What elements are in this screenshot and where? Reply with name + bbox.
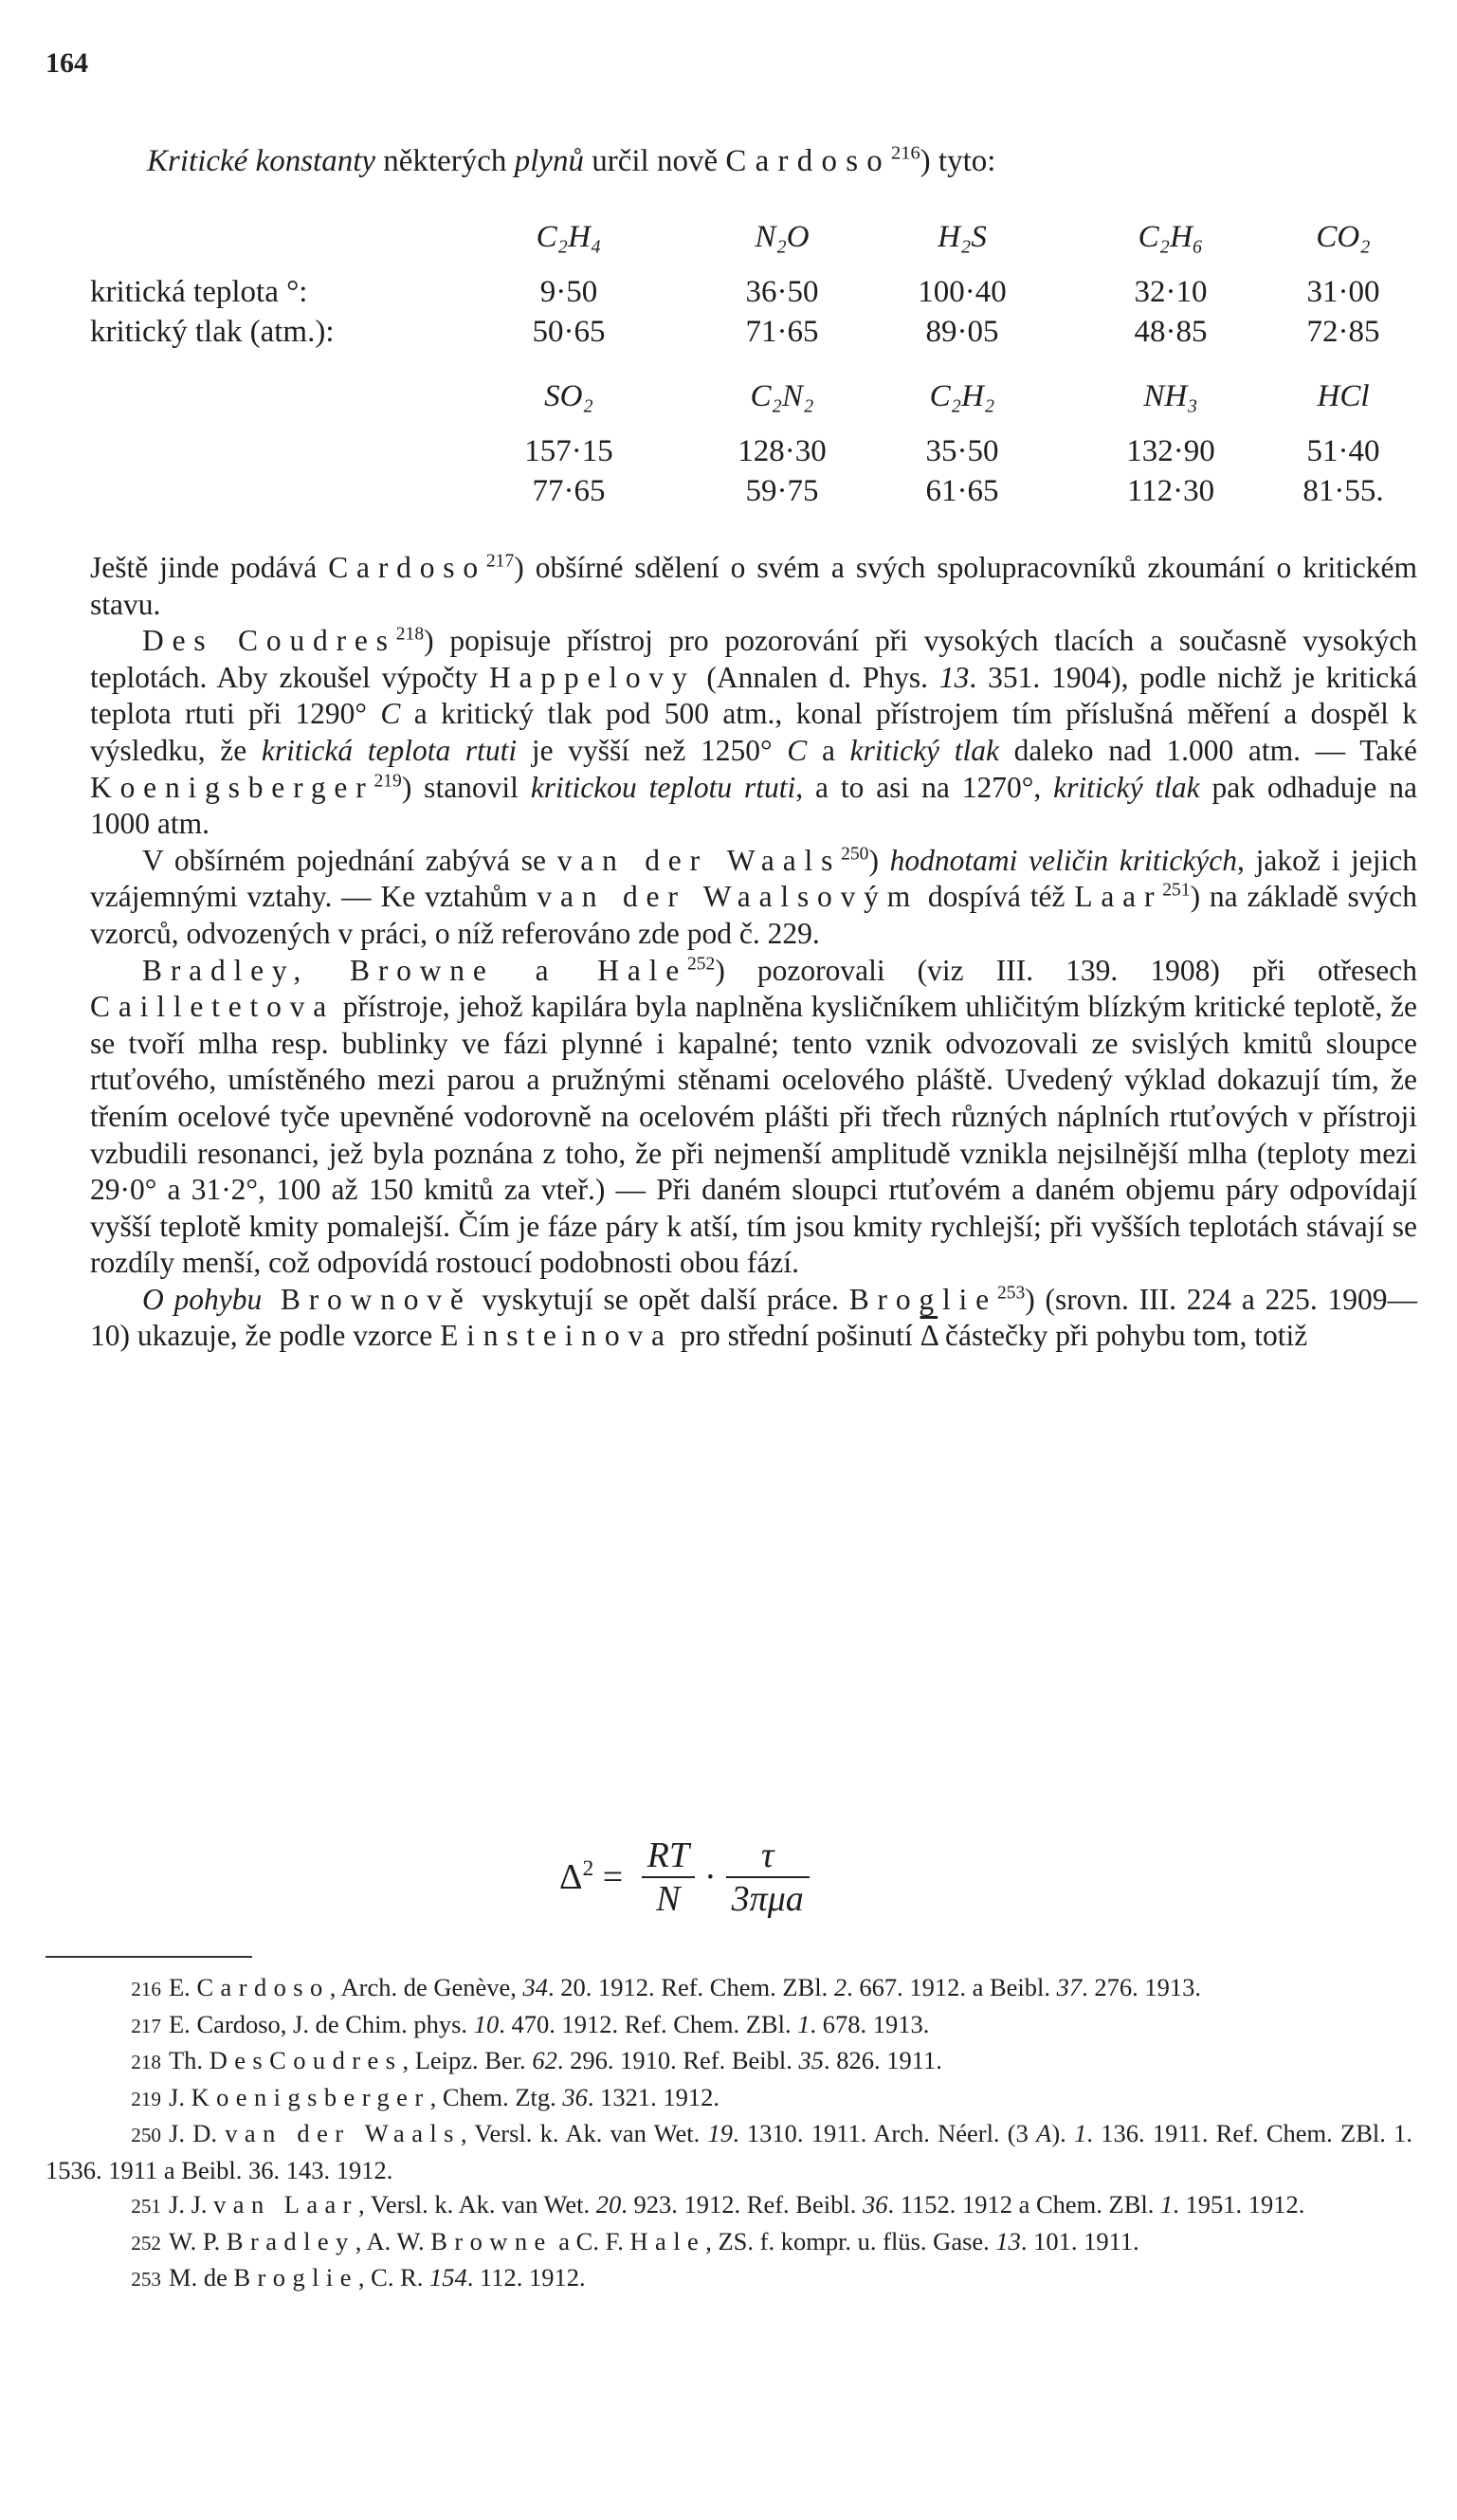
text-span: , Arch. de Genève, [329, 1973, 523, 2001]
author-name: Bradley [226, 2226, 355, 2255]
text-span: a C. F. [552, 2226, 630, 2255]
emphasis: kritická teplota rtuti [261, 733, 518, 767]
intro-italic-1: Kritické konstanty [147, 144, 376, 178]
author-name: Cardoso [196, 2009, 281, 2038]
text-span: . 351. 1904), podle nichž je kritická teplota rtuti při 1290° [90, 660, 1417, 731]
footnote-ref: 218 [395, 624, 425, 645]
author-name: Cardoso [196, 1973, 330, 2001]
denominator: N [656, 1879, 681, 1919]
author-name: DesCoudres [209, 2046, 403, 2074]
volume-number: 20 [595, 2190, 622, 2219]
volume-number: 1 [1074, 2119, 1087, 2147]
row-label-pressure: kritický tlak (atm.): [90, 315, 335, 349]
equation-dot: · [704, 1857, 717, 1897]
text-span: . 276. 1913. [1082, 1973, 1202, 2001]
text-span: . 101. 1911. [1020, 2226, 1139, 2255]
text-span: . 1310. 1911. Arch. Néerl. (3 [733, 2119, 1037, 2147]
footnote-ref: 217 [485, 551, 515, 572]
text-span: , Versl. k. Ak. van Wet. [357, 2190, 596, 2219]
text-span: J. [169, 2082, 191, 2111]
text-span: . 112. 1912. [466, 2263, 586, 2292]
page-number: 164 [46, 47, 88, 79]
text-span: , Versl. k. Ak. van Wet. [460, 2119, 708, 2147]
text-span: . 136. 1911. Ref. Chem. ZBl. 1. 1536. 1911 a Beibl. 36. 143. 1912. [46, 2119, 1413, 2184]
author-name: Hale [629, 2226, 706, 2255]
emphasis: O pohybu [142, 1282, 263, 1316]
table-cell: 50·65 [532, 315, 606, 349]
text-span: pro střední pošinutí [672, 1319, 920, 1353]
text-span: daleko nad 1.000 atm. — Také [998, 733, 1417, 767]
text-span: pak odhaduje na 1000 atm. [90, 770, 1417, 841]
text-span: částečky při pohybu tom, totiž [938, 1319, 1308, 1353]
text-span: , A. W. [355, 2226, 431, 2255]
text-span: J. J. [169, 2190, 214, 2219]
text-span: . 923. 1912. Ref. Beibl. [621, 2190, 863, 2219]
body-text [90, 550, 1417, 1355]
author-name: Des Coudres [142, 624, 396, 658]
paragraph [90, 623, 1417, 843]
text-span: . 1951. 1912. [1173, 2190, 1305, 2219]
footnote-mark: 251 [131, 2195, 161, 2218]
text-span: W. P. [169, 2226, 227, 2255]
table-cell: 89·05 [925, 315, 999, 349]
table-cell: 132·90 [1126, 434, 1215, 468]
volume-number: 2 [833, 1973, 847, 2001]
table-cell: 81·55. [1302, 474, 1384, 508]
footnote-ref: 253 [996, 1283, 1026, 1304]
text-span: a kritický tlak pod 500 atm., konal přístrojem tím příslušná měření a dospěl k výsledku, že [90, 697, 1417, 767]
table-header: NH₃ [1143, 379, 1198, 413]
table-cell: 48·85 [1134, 315, 1208, 349]
footnote-ref: 251 [1162, 880, 1191, 901]
table-cell: 112·30 [1126, 474, 1215, 508]
critical-constants-table [0, 0, 1457, 531]
intro-italic-2: plynů [514, 144, 584, 178]
footnotes [46, 1970, 1412, 2297]
footnote [46, 2116, 1412, 2187]
footnote-mark: 218 [131, 2051, 161, 2073]
text-span: , Leipz. Ber. [402, 2046, 533, 2074]
volume-number: 37 [1056, 1973, 1083, 2001]
text-span: Th. [169, 2046, 209, 2074]
footnote [46, 2224, 1412, 2261]
equation-equals: = [593, 1857, 632, 1897]
footnote [46, 2187, 1412, 2224]
table-cell: 59·75 [745, 474, 819, 508]
unit: C [380, 697, 401, 731]
text-span: . 296. 1910. Ref. Beibl. [556, 2046, 799, 2074]
equation-delta: Δ [559, 1857, 583, 1897]
author-name: Einsteinova [440, 1319, 673, 1353]
text-span: , jakož i jejich vzájemnými vztahy. — Ke vztahům [90, 843, 1418, 914]
text-span: je vyšší než 1250° [517, 733, 788, 767]
table-cell: 32·10 [1134, 275, 1208, 309]
delta-symbol: $\overline{\Delta}$ [920, 1319, 938, 1353]
table-cell: 31·00 [1306, 275, 1380, 309]
table-header: C₂H₄ [536, 220, 602, 254]
text-span: ) (srovn. III. 224 a 225. 1909—10) ukazuje, že podle vzorce [90, 1282, 1417, 1353]
unit: C [787, 733, 808, 767]
text-span: a [807, 733, 850, 767]
emphasis: kritický tlak [1053, 770, 1200, 804]
text-span: . 470. 1912. Ref. Chem. ZBl. [499, 2009, 798, 2038]
emphasis: hodnotami veličin kritických [889, 843, 1238, 877]
footnote-mark: 216 [131, 1978, 161, 2000]
text-span: . 1321. 1912. [587, 2082, 720, 2111]
author-name: Cailletetova [90, 990, 336, 1024]
author-name: van der Waals [556, 843, 842, 877]
footnote-mark: 250 [131, 2124, 161, 2146]
footnote [46, 2260, 1412, 2297]
numerator: RT [642, 1835, 695, 1878]
row-label-temperature: kritická teplota °: [90, 275, 308, 309]
text-span: vyskytují se opět další práce. [471, 1282, 849, 1316]
text-span: J. D. [169, 2119, 226, 2147]
table-cell: 61·65 [925, 474, 999, 508]
author-name: Bradley, Browne a Hale [142, 953, 688, 987]
text-span: , Chem. Ztg. [429, 2082, 563, 2111]
text-span: ) stanovil [401, 770, 531, 804]
footnote [46, 2080, 1412, 2117]
volume-number: 36 [562, 2082, 588, 2111]
table-cell: 100·40 [918, 275, 1007, 309]
volume-number: 62 [532, 2046, 557, 2074]
volume-number: 1 [797, 2009, 810, 2038]
text-span: ). [1051, 2119, 1075, 2147]
volume-number: 19 [707, 2119, 734, 2147]
text-span: V obšírném pojednání zabývá se [142, 843, 557, 877]
table-cell: 51·40 [1306, 434, 1380, 468]
table-header: H₂S [938, 220, 987, 254]
einstein-equation [559, 1835, 819, 1929]
text-span: ) popisuje přístroj pro pozorování při vysokých tlacích a současně vysokých teplotách. Aby zkoušel výpočty [90, 624, 1418, 694]
text-span: , ZS. f. kompr. u. flüs. Gase. [705, 2226, 996, 2255]
table-header: SO₂ [544, 379, 593, 413]
paragraph [90, 550, 1417, 623]
paragraph [90, 1282, 1417, 1355]
text-span: , J. de Chim. phys. [280, 2009, 474, 2038]
text-span: . 667. 1912. a Beibl. [847, 1973, 1057, 2001]
footnote [46, 1970, 1412, 2007]
text-span: dospívá též [919, 880, 1075, 914]
text-span: ) obšírné sdělení o svém a svých spolupracovníků zkoumání o kritickém stavu. [90, 551, 1417, 621]
emphasis: kritickou teplotu rtuti [530, 770, 796, 804]
intro-author: Cardoso [725, 144, 892, 178]
author-name: Browne [430, 2226, 553, 2255]
footnote-ref: 252 [687, 953, 716, 974]
text-span: přístroje, jehož kapilára byla naplněna kysličníkem uhličitým blízkým kritické teplotě, že se tvoří mlha resp. bublinky ve fázi plynné i kapalné; tento vznik odvozovali ze svislých kmitů sloupce rtuťového, umístěného mezi parou a pružnými stěnami ocelového pláště. Uvedený výklad dokazují tím, že třením ocelové tyče upevněné vodorovně na ocelovém plášti při třech různých náplních rtuťových v přístroji vzbudili resonanci, jež byla poznána z toho, že při nejmenší amplitudě vznikla nejsilnější mlha (teploty mezi 29·0° a 31·2°, 100 až 150 kmitů za vteř.) — Při daném sloupci rtuťovém a daném objemu páry odpovídají vyšší teplotě kmity pomalejší. Čím je fáze páry k atší, tím jsou kmity rychlejší; při vyšších teplotách stávají se rozdíly menší, což odpovídá rostoucí podobnosti obou fází. [90, 990, 1417, 1280]
volume-number: 34 [522, 1973, 549, 2001]
table-cell: 36·50 [745, 275, 819, 309]
table-header: CO₂ [1316, 220, 1371, 254]
author-name: Broglie [233, 2263, 358, 2292]
volume-number: 13 [938, 660, 970, 694]
volume-number: 35 [798, 2046, 824, 2074]
numerator: τ [726, 1835, 810, 1878]
paragraph [90, 843, 1417, 953]
footnote [46, 2043, 1412, 2080]
intro-text-2: určil nově [583, 144, 726, 178]
text-span: , a to asi na 1270°, [795, 770, 1054, 804]
fraction [642, 1835, 695, 1920]
volume-number: A [1036, 2119, 1052, 2147]
text-span: ) pozorovali (viz III. 139. 1908) při otřesech [715, 953, 1417, 987]
footnote-ref: 250 [841, 844, 869, 865]
table-cell: 157·15 [524, 434, 613, 468]
emphasis: kritický tlak [849, 733, 999, 767]
text-span: . 826. 1911. [824, 2046, 942, 2074]
author-name: Laar [1074, 880, 1163, 914]
text-span: (Annalen d. Phys. [695, 660, 939, 694]
footnote-ref: 216 [891, 142, 920, 164]
table-cell: 71·65 [745, 315, 819, 349]
table-header: C₂H₂ [929, 379, 995, 413]
author-name: Cardoso [328, 551, 486, 584]
table-cell: 77·65 [532, 474, 606, 508]
footnote-divider [46, 1956, 252, 1958]
equation-power: 2 [582, 1855, 594, 1881]
footnote-mark: 217 [131, 2014, 161, 2037]
text-span: E. [169, 2009, 197, 2038]
footnote-mark: 253 [131, 2268, 161, 2291]
text-span: , C. R. [357, 2263, 429, 2292]
denominator: 3πμa [731, 1879, 804, 1919]
footnote [46, 2007, 1412, 2044]
intro-text-3: ) tyto: [920, 144, 996, 178]
text-span: . 678. 1913. [810, 2009, 930, 2038]
text-span: . 1152. 1912 a Chem. ZBl. [887, 2190, 1161, 2219]
volume-number: 13 [995, 2226, 1021, 2255]
footnote-mark: 252 [131, 2231, 161, 2255]
table-cell: 72·85 [1306, 315, 1380, 349]
author-name: Brownově [262, 1282, 472, 1316]
text-span: E. [169, 1973, 197, 2001]
author-name: van der Waals [225, 2119, 461, 2147]
table-cell: 9·50 [539, 275, 598, 309]
fraction [726, 1835, 810, 1920]
author-name: Koenigsberger [191, 2082, 430, 2111]
text-span: ) na základě svých vzorců, odvozených v práci, o níž referováno zde pod č. 229. [90, 880, 1417, 950]
intro-text-1: některých [375, 144, 515, 178]
table-cell: 35·50 [925, 434, 999, 468]
author-name: Koenigsberger [90, 770, 374, 804]
text-span: . 20. 1912. Ref. Chem. ZBl. [548, 1973, 834, 2001]
table-header: C₂N₂ [750, 379, 814, 413]
volume-number: 1 [1160, 2190, 1174, 2219]
table-header: N₂O [755, 220, 810, 254]
author-name: van der Waalsovým [537, 880, 920, 914]
footnote-mark: 219 [131, 2087, 161, 2110]
table-cell: 128·30 [738, 434, 827, 468]
volume-number: 36 [862, 2190, 888, 2219]
text-span: ) [868, 843, 890, 877]
volume-number: 154 [429, 2263, 467, 2292]
table-header: HCl [1317, 379, 1370, 413]
volume-number: 10 [473, 2009, 500, 2038]
text-span: M. de [169, 2263, 234, 2292]
author-name: Happelovy [488, 660, 696, 694]
table-header: C₂H₆ [1138, 220, 1204, 254]
author-name: van Laar [213, 2190, 358, 2219]
text-span: Ještě jinde podává [90, 551, 329, 584]
footnote-ref: 219 [373, 770, 402, 791]
paragraph [90, 953, 1417, 1282]
equation-lhs [559, 1857, 593, 1897]
author-name: Broglie [848, 1282, 997, 1316]
